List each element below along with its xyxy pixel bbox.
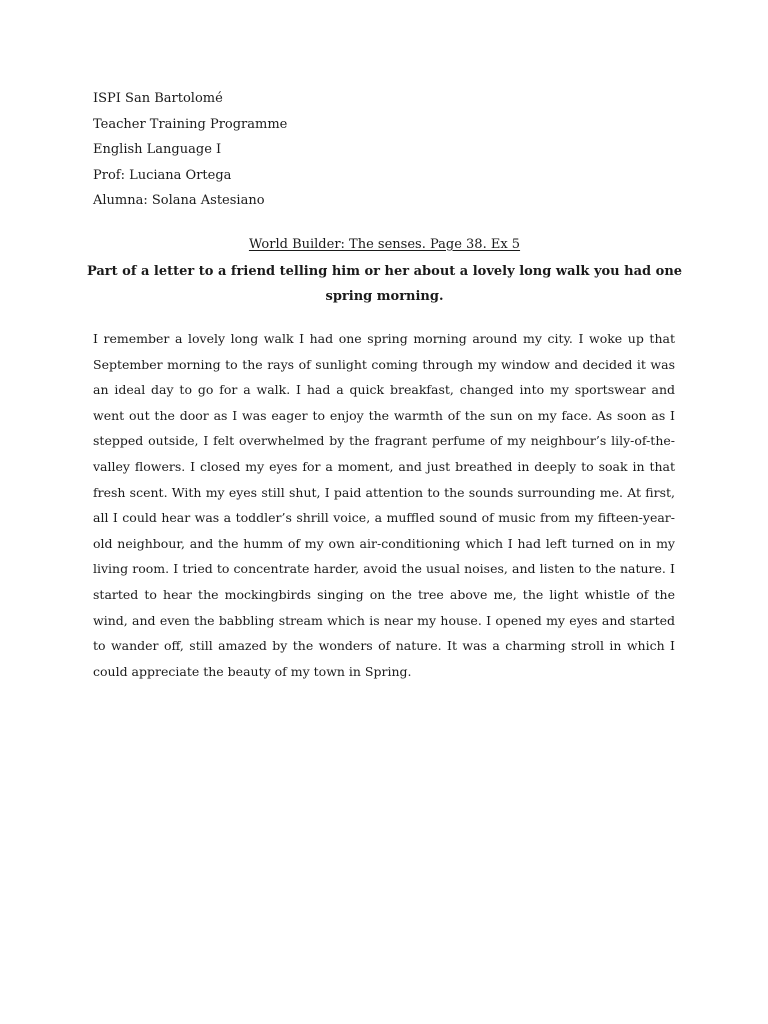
document-header [93, 86, 693, 214]
letter-body: I remember a lovely long walk I had one spring morning around my city. I woke up that September morning to the rays of sunlight coming through my window and decided it was an ideal day to go for a walk. I had a quick breakfast, changed into my sportswear and went out the door as I was eager to enjoy the warmth of the sun on my face. As soon as I stepped outside, I felt overwhelmed by the fragrant perfume of my neighbour’s lily-of-the-valley flowers. I closed my eyes for a moment, and just breathed in deeply to soak in that fresh scent. With my eyes still shut, I paid attention to the sounds surrounding me. At first, all I could hear was a toddler’s shrill voice, a muffled sound of music from my fifteen-year-old neighbour, and the humm of my own air-conditioning which I had left turned on in my living room. I tried to concentrate harder, avoid the usual noises, and listen to the nature. I started to hear the mockingbirds singing on the tree above me, the light whistle of the wind, and even the babbling stream which is near my house. I opened my eyes and started to wander off, still amazed by the wonders of nature. It was a charming stroll in which I could appreciate the beauty of my town in Spring. [93, 331, 675, 679]
course-name: English Language I [93, 142, 222, 157]
exercise-reference: World Builder: The senses. Page 38. Ex 5 [248, 237, 521, 252]
programme-name: Teacher Training Programme [93, 116, 288, 132]
teacher-name: Prof: Luciana Ortega [93, 167, 232, 183]
institution-name: ISPI San Bartolomé [93, 91, 223, 106]
student-name: Alumna: Solana Astesiano [93, 193, 265, 208]
task-title: Part of a letter to a friend telling him or her about a lovely long walk you had one spring morning. [86, 264, 683, 304]
